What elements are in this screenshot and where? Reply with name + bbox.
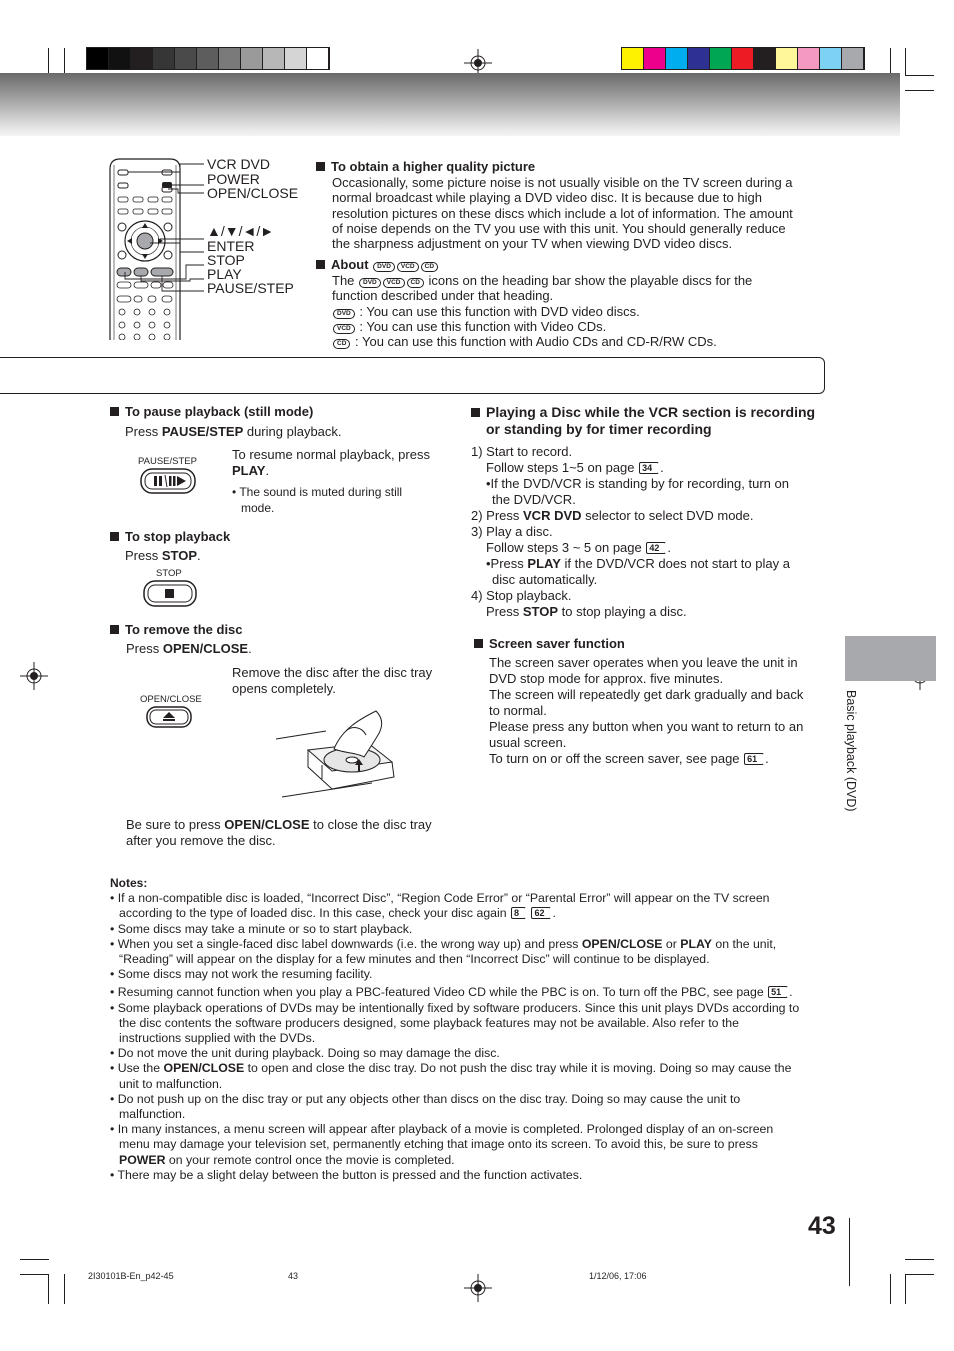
note-3-or: or xyxy=(662,936,681,951)
step-4-text: Press xyxy=(486,604,523,619)
step-3-note: •Press xyxy=(486,556,528,571)
pause-title: To pause playback (still mode) xyxy=(125,404,314,419)
text-line: DVD stop mode for approx. five minutes. xyxy=(489,671,724,686)
text-line: Occasionally, some picture noise is not usually visible on the TV screen during a xyxy=(332,175,793,190)
note-10-line2: menu may damage your television set, permanently etching that image onto its screen. To avoid this, be sure to press xyxy=(119,1137,758,1152)
close-note: Be sure to press xyxy=(126,817,225,832)
note-3: When you set a single-faced disc label downwards (i.e. the wrong way up) and press xyxy=(117,936,582,951)
note-2: Some discs may take a minute or so to start playback. xyxy=(117,921,413,936)
stop-section: To stop playback Press STOP. xyxy=(110,529,450,564)
gray-calibration-bar xyxy=(86,47,330,70)
gray-swatch xyxy=(285,48,307,69)
disc-tray-illustration xyxy=(272,705,400,800)
quality-section xyxy=(316,159,826,251)
screen-saver-ref-text: To turn on or off the screen saver, see page xyxy=(489,751,740,766)
note-10-key: POWER xyxy=(119,1152,166,1167)
gray-swatch xyxy=(241,48,263,69)
about-intro: The xyxy=(332,273,355,288)
screen-saver-section: Screen saver function The screen saver operates when you leave the unit in DVD stop mode for approx. five minutes. The screen will repeatedly get dark gradually and back to normal. Please press any button when you want to return to an usual screen. To turn on or off the screen saver, see page 61 . xyxy=(474,636,829,767)
stop-text: Press xyxy=(125,548,162,563)
text-line: normal broadcast while playing a DVD video disc. It is because due to high xyxy=(332,190,762,206)
note-3-key-play: PLAY xyxy=(680,936,712,951)
remote-label-open-close: OPEN/CLOSE xyxy=(207,185,299,202)
step-4-key: STOP xyxy=(522,604,559,619)
header-band xyxy=(0,73,900,136)
registration-mark-icon xyxy=(464,1274,492,1302)
text-line: The screen will repeatedly get dark gradually and back xyxy=(489,687,804,702)
note-3-line2: “Reading” will appear on the display for a few minutes and then “Incorrect Disc” will continue to be displayed. xyxy=(119,952,710,967)
notes-title: Notes: xyxy=(110,876,148,890)
note-5: Resuming cannot function when you play a PBC-featured Video CD while the PBC is on. To turn off the PBC, see page xyxy=(117,985,764,1000)
page-ref-8: 8 xyxy=(511,907,526,919)
stop-button-label: STOP xyxy=(156,568,182,579)
recording-section: Playing a Disc while the VCR section is recording or standing by for timer recording 1) Start to record. Follow steps 1~5 on page 34 . •If the DVD/VCR is standing by for recording, turn on the DVD/VCR. 2) Press VCR DVD selector to select DVD mode. 3) Play a disc. Follow steps 3 ~ 5 on page 42 . •Press PLAY if the DVD/VCR does not start to play a disc automatically. 4) Stop playback. Press STOP to stop playing a disc. xyxy=(471,404,831,620)
text-line: Please press any button when you want to return to an xyxy=(489,719,804,734)
step-3-text: Follow steps 3 ~ 5 on page xyxy=(486,540,642,555)
gray-swatch xyxy=(153,48,175,69)
close-note-key: OPEN/CLOSE xyxy=(224,817,310,832)
step-1-text: Follow steps 1~5 on page xyxy=(486,460,635,475)
step-2: 2) Press xyxy=(471,508,524,523)
screen-saver-title: Screen saver function xyxy=(489,636,625,651)
section-heading-bar xyxy=(0,357,825,394)
resume-line: To resume normal playback, press xyxy=(232,447,430,462)
note-6-line2: the disc contents the software producers designed, some playback features may not be available. Also refer to the xyxy=(119,1015,739,1030)
close-note-line2: after you remove the disc. xyxy=(126,832,276,848)
text-line: of noise depends on the TV you use with this unit. You should generally reduce xyxy=(332,220,786,236)
open-close-button-icon xyxy=(146,706,192,728)
note-6-line3: instructions supplied with the DVDs. xyxy=(119,1031,316,1046)
step-3-note-line2: disc automatically. xyxy=(492,572,598,587)
color-swatch xyxy=(666,48,688,69)
color-swatch xyxy=(732,48,754,69)
open-close-button-label: OPEN/CLOSE xyxy=(140,694,202,705)
page-number-rule xyxy=(849,1218,850,1286)
about-vcd-text: : You can use this function with Video CDs. xyxy=(359,318,607,334)
vcd-badge: VCD xyxy=(397,262,419,272)
about-intro-line2: function described under that heading. xyxy=(332,288,554,304)
vcd-badge: VCD xyxy=(383,278,405,288)
color-swatch xyxy=(688,48,710,69)
remote-label-play: PLAY xyxy=(207,266,242,283)
note-10: In many instances, a menu screen will appear after playback of a movie is completed. Prolonged display of an on-screen xyxy=(117,1122,774,1137)
remote-labels xyxy=(207,157,298,296)
step-1-note-cont: the DVD/VCR. xyxy=(492,492,576,507)
text-line: usual screen. xyxy=(489,735,567,750)
about-title: About xyxy=(331,257,369,272)
color-swatch xyxy=(754,48,776,69)
side-tab-label: Basic playback (DVD) xyxy=(844,690,858,812)
close-note-cont: to close the disc tray xyxy=(309,817,432,832)
note-6: Some playback operations of DVDs may be intentionally fixed by software producers. Since this unit plays DVDs according to xyxy=(117,1000,800,1015)
remove-section: To remove the disc Press OPEN/CLOSE. xyxy=(110,622,450,657)
gray-swatch xyxy=(131,48,153,69)
remote-control-illustration xyxy=(100,155,210,340)
gray-swatch xyxy=(87,48,109,69)
note-8-key: OPEN/CLOSE xyxy=(163,1061,245,1076)
about-section xyxy=(316,256,826,349)
gray-swatch xyxy=(109,48,131,69)
page-ref-62: 62 xyxy=(531,907,551,919)
notes-section: Notes: • If a non-compatible disc is loaded, “Incorrect Disc”, “Region Code Error” or “Parental Error” will appear on the TV screen according to the type of loaded disc. In this case, check your disc again 8 62 . • Some discs may take a minute or so to start playback. • When you set a single-faced disc label downwards (i.e. the wrong way up) and press OPEN/CLOSE or PLAY on the unit, “Reading” will appear on the display for a few minutes and then “Incorrect Disc” will continue to be displayed. • Some discs may not work the resuming facility. • Resuming cannot function when you play a PBC-featured Video CD while the PBC is on. To turn off the PBC, see page 51 . • Some playback operations of DVDs may be intentionally fixed by software producers. Since this unit plays DVDs according to the disc contents the software producers designed, some playback features may not be available. Also refer to the instructions supplied with the DVDs. • Do not move the unit during playback. Doing so may damage the disc. • Use the OPEN/CLOSE to open and close the disc tray. Do not push the disc tray while it is moving. Doing so may cause the unit to malfunction. • Do not push up on the disc tray or put any objects other than discs on the disc tray. Doing so may cause the unit to malfunction. • In many instances, a menu screen will appear after playback of a movie is completed. Prolonged display of an on-screen menu may damage your television set, permanently etching that image onto its screen. To avoid this, be sure to press POWER on your remote control once the movie is completed. • There may be a slight delay between the button is pressed and the function activates. xyxy=(110,876,830,1183)
cd-badge: CD xyxy=(421,262,438,272)
remote-label-arrows: ▲/▼/◄/► xyxy=(207,222,275,239)
remove-line-cont: opens completely. xyxy=(232,680,336,696)
about-dvd-text: : You can use this function with DVD video discs. xyxy=(359,303,640,319)
cd-badge: CD xyxy=(333,339,350,349)
mute-note-cont: mode. xyxy=(241,501,275,515)
step-1: 1) Start to record. xyxy=(471,444,573,459)
resume-text: To resume normal playback, press PLAY. • The sound is muted during still mode. xyxy=(232,447,447,516)
remove-instruction xyxy=(232,665,452,696)
stop-title: To stop playback xyxy=(125,529,231,544)
note-11: There may be a slight delay between the button is pressed and the function activates. xyxy=(117,1167,583,1182)
note-3-key-open: OPEN/CLOSE xyxy=(581,936,663,951)
page-ref-61: 61 xyxy=(744,753,764,765)
note-7: Do not move the unit during playback. Doing so may damage the disc. xyxy=(117,1046,500,1061)
color-calibration-bar xyxy=(621,47,865,70)
remove-title: To remove the disc xyxy=(125,622,243,637)
close-tray-note xyxy=(126,817,456,848)
dvd-badge: DVD xyxy=(373,262,395,272)
step-1-note: •If the DVD/VCR is standing by for recording, turn on xyxy=(486,476,789,491)
pause-step-button-icon xyxy=(140,468,196,494)
cd-badge: CD xyxy=(407,278,424,288)
gray-swatch xyxy=(307,48,329,69)
remote-label-power: POWER xyxy=(207,171,260,188)
step-2-cont: selector to select DVD mode. xyxy=(581,508,754,523)
stop-text-key: STOP xyxy=(161,548,198,563)
step-2-key: VCR DVD xyxy=(523,508,582,523)
screen-saver-body xyxy=(489,655,829,751)
remote-label-stop: STOP xyxy=(207,252,245,269)
page-ref-34: 34 xyxy=(639,462,659,474)
remote-label-pause-step: PAUSE/STEP xyxy=(207,280,294,297)
quality-title: To obtain a higher quality picture xyxy=(331,159,536,174)
step-4-cont: to stop playing a disc. xyxy=(558,604,687,619)
note-9: Do not push up on the disc tray or put any objects other than discs on the disc tray. Doing so may cause the unit to xyxy=(117,1091,741,1106)
about-intro-cont: icons on the heading bar show the playable discs for the xyxy=(428,273,753,288)
color-swatch xyxy=(710,48,732,69)
remove-line: Remove the disc after the disc tray xyxy=(232,665,433,680)
side-tab xyxy=(845,636,936,681)
step-3-note-key: PLAY xyxy=(527,556,561,571)
text-line: the sharpness adjustment on your TV when viewing DVD video discs. xyxy=(332,236,733,252)
color-swatch xyxy=(798,48,820,69)
footer-date: 1/12/06, 17:06 xyxy=(589,1271,647,1281)
footer-file: 2I30101B-En_p42-45 xyxy=(88,1271,174,1281)
about-cd-text: : You can use this function with Audio CDs and CD-R/RW CDs. xyxy=(355,334,717,350)
pause-text-cont: during playback. xyxy=(243,424,342,439)
note-3-cont: on the unit, xyxy=(711,936,777,951)
stop-button-icon xyxy=(143,580,197,607)
remove-text: Press xyxy=(126,641,163,656)
note-1-cont: according to the type of loaded disc. In this case, check your disc again xyxy=(119,906,507,921)
quality-body xyxy=(332,175,826,251)
note-1: If a non-compatible disc is loaded, “Incorrect Disc”, “Region Code Error” or “Parental Error” will appear on the TV screen xyxy=(117,891,770,906)
step-3: 3) Play a disc. xyxy=(471,524,553,539)
step-4: 4) Stop playback. xyxy=(471,588,572,603)
note-8-line2: unit to malfunction. xyxy=(119,1076,223,1091)
gray-swatch xyxy=(219,48,241,69)
registration-mark-icon xyxy=(20,662,48,690)
text-line: The screen saver operates when you leave the unit in xyxy=(489,655,798,670)
dvd-badge: DVD xyxy=(333,309,355,319)
gray-swatch xyxy=(197,48,219,69)
pause-text-key: PAUSE/STEP xyxy=(161,424,244,439)
color-swatch xyxy=(622,48,644,69)
note-8-cont: to open and close the disc tray. Do not push the disc tray while it is moving. Doing so may cause the xyxy=(244,1061,792,1076)
text-line: resolution pictures on these discs which include a lot of information. The amount xyxy=(332,205,793,221)
color-swatch xyxy=(820,48,842,69)
pause-text: Press xyxy=(125,424,162,439)
vcd-badge: VCD xyxy=(333,324,355,334)
mute-note: • The sound is muted during still xyxy=(232,485,403,499)
recording-title: Playing a Disc while the VCR section is recording xyxy=(486,404,816,420)
side-tab-label-wrap xyxy=(842,690,862,830)
color-swatch xyxy=(842,48,864,69)
pause-step-button-label: PAUSE/STEP xyxy=(138,456,197,467)
step-3-note-cont: if the DVD/VCR does not start to play a xyxy=(560,556,790,571)
resume-play-key: PLAY xyxy=(232,462,266,478)
note-4: Some discs may not work the resuming facility. xyxy=(117,967,373,982)
note-8: Use the xyxy=(117,1061,164,1076)
gray-swatch xyxy=(263,48,285,69)
color-swatch xyxy=(644,48,666,69)
color-swatch xyxy=(776,48,798,69)
pause-section xyxy=(110,404,450,440)
remote-label-vcr-dvd: VCR DVD xyxy=(207,156,271,172)
remote-label-enter: ENTER xyxy=(207,237,255,254)
footer-page: 43 xyxy=(288,1271,299,1281)
gray-swatch xyxy=(175,48,197,69)
page-ref-51: 51 xyxy=(768,986,788,998)
page-number: 43 xyxy=(808,1212,836,1240)
recording-title-cont: or standing by for timer recording xyxy=(486,421,712,437)
text-line: to normal. xyxy=(489,703,547,718)
page-ref-42: 42 xyxy=(646,542,666,554)
dvd-badge: DVD xyxy=(359,278,381,288)
remove-text-key: OPEN/CLOSE xyxy=(162,641,249,656)
note-9-line2: malfunction. xyxy=(119,1107,186,1122)
note-10-cont: on your remote control once the movie is completed. xyxy=(165,1152,455,1167)
